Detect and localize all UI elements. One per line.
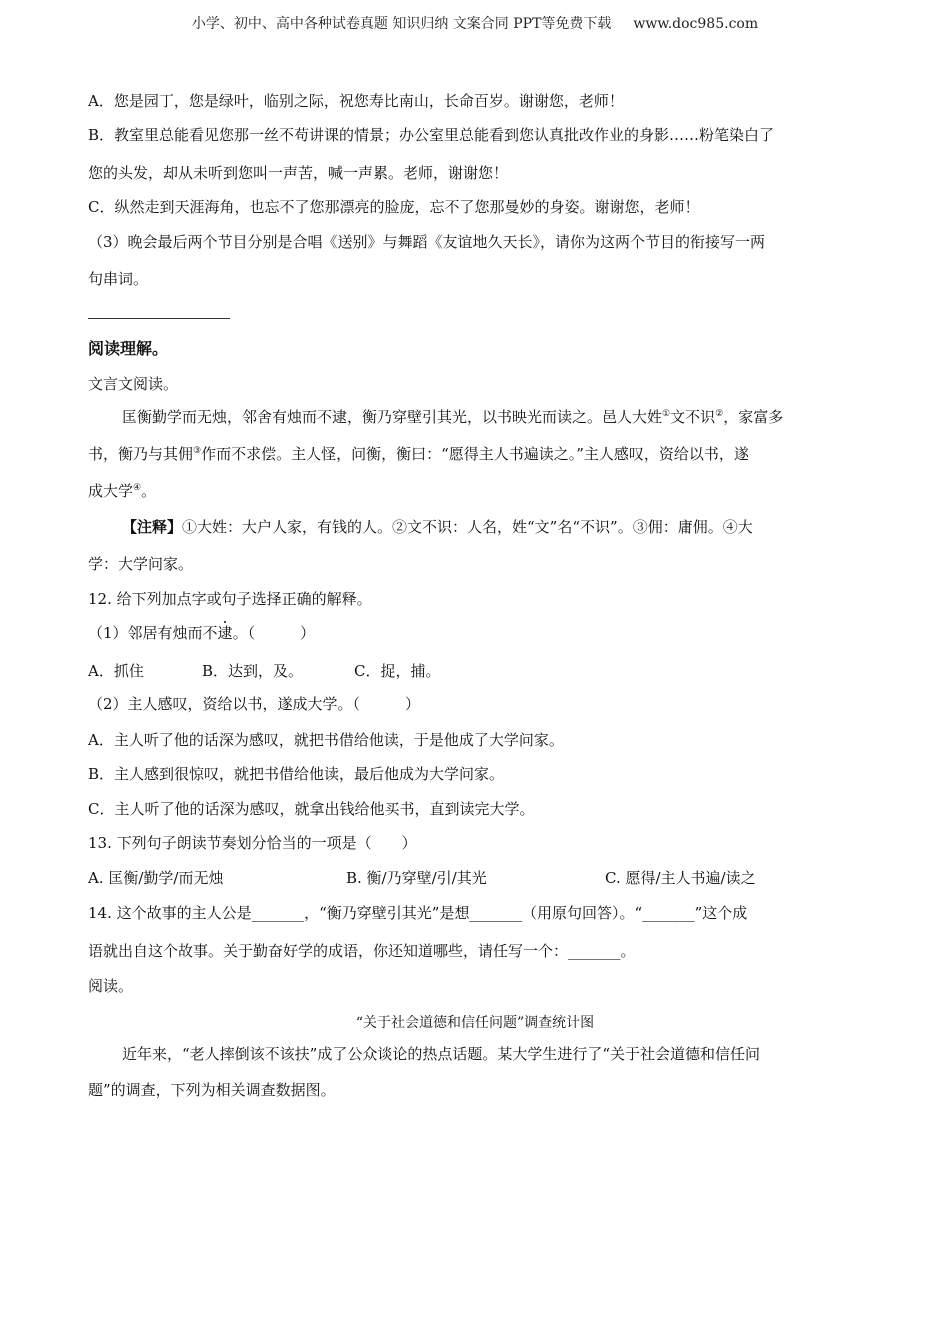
passage-line3: 成大学④。 — [88, 482, 157, 500]
q12-2-option-c: C．主人听了他的话深为感叹，就拿出钱给他买书，直到读完大学。 — [88, 800, 535, 818]
q12-1-option-c: C．捉，捕。 — [354, 662, 441, 680]
notes-label: 【注释】 — [122, 518, 183, 536]
q14-line1: 14. 这个故事的主人公是_______，“衡乃穿壁引其光”是想_______（用原句回答）。“_______”这个成 — [88, 904, 748, 922]
header-text: 小学、初中、高中各种试卷真题 知识归纳 文案合同 PPT等免费下载 — [191, 16, 612, 32]
option-b-line1: B．教室里总能看见您那一丝不苟讲课的情景；办公室里总能看到您认真批改作业的身影……粉笔染白了 — [88, 126, 775, 144]
classical-subtitle: 文言文阅读。 — [88, 375, 179, 393]
q12-2-option-b: B．主人感到很惊叹，就把书借给他读，最后他成为大学问家。 — [88, 765, 505, 783]
dotted-char: 逮 — [217, 624, 233, 642]
footnote-3: ③ — [193, 446, 202, 456]
q14-line2: 语就出自这个故事。关于勤奋好学的成语，你还知道哪些，请任写一个：_______。 — [88, 942, 636, 960]
q13-stem: 13. 下列句子朗读节奏划分恰当的一项是（ ） — [88, 834, 417, 852]
option-c: C．纵然走到天涯海角，也忘不了您那漂亮的脸庞，忘不了您那曼妙的身姿。谢谢您，老师！ — [88, 198, 700, 216]
footnote-2: ② — [715, 409, 724, 419]
section-title: 阅读理解。 — [88, 339, 169, 358]
q3-line1: （3）晚会最后两个节目分别是合唱《送别》与舞蹈《友谊地久天长》，请你为这两个节目的衔接写一两 — [88, 233, 766, 251]
page-header — [0, 13, 950, 33]
q12-1-option-b: B．达到，及。 — [202, 662, 304, 680]
footnote-4: ④ — [133, 483, 142, 493]
q3-line2: 句串词。 — [88, 270, 149, 288]
passage-line2: 书，衡乃与其佣③作而不求偿。主人怪，问衡，衡曰：“愿得主人书遍读之。”主人感叹，资给以书，遂 — [88, 445, 749, 463]
answer-line — [88, 318, 230, 319]
header-site-link[interactable]: www.doc985.com — [633, 16, 759, 32]
survey-para-line1: 近年来，“老人摔倒该不该扶”成了公众谈论的热点话题。某大学生进行了“关于社会道德和信任问 — [122, 1045, 761, 1063]
q13-option-a: A. 匡衡/勤学/而无烛 — [88, 869, 224, 887]
q12-stem: 12. 给下列加点字或句子选择正确的解释。 — [88, 590, 372, 608]
survey-para-line2: 题”的调查，下列为相关调查数据图。 — [88, 1081, 336, 1099]
q12-sub1: （1）邻居有烛而不逮。（ ） — [88, 624, 316, 642]
q12-2-option-a: A．主人听了他的话深为感叹，就把书借给他读，于是他成了大学问家。 — [88, 731, 564, 749]
notes-line1: 【注释】①大姓：大户人家，有钱的人。②文不识：人名，姓“文”名“不识”。③佣：庸佣。④大 — [122, 518, 753, 536]
option-b-line2: 您的头发，却从未听到您叫一声苦，喊一声累。老师，谢谢您！ — [88, 164, 509, 182]
reading-label: 阅读。 — [88, 977, 134, 995]
passage-line1: 匡衡勤学而无烛，邻舍有烛而不逮，衡乃穿壁引其光，以书映光而读之。邑人大姓①文不识②，家富多 — [122, 408, 784, 426]
footnote-1: ① — [662, 409, 671, 419]
option-a: A．您是园丁，您是绿叶，临别之际，祝您寿比南山，长命百岁。谢谢您，老师！ — [88, 92, 624, 110]
q12-sub2: （2）主人感叹，资给以书，遂成大学。（ ） — [88, 695, 421, 713]
chart-caption: “关于社会道德和信任问题”调查统计图 — [355, 1015, 595, 1031]
q13-option-c: C. 愿得/主人书遍/读之 — [605, 869, 756, 887]
q12-1-option-a: A．抓住 — [88, 662, 144, 680]
q13-option-b: B. 衡/乃穿壁/引/其光 — [346, 869, 487, 887]
notes-line2: 学：大学问家。 — [88, 555, 194, 573]
